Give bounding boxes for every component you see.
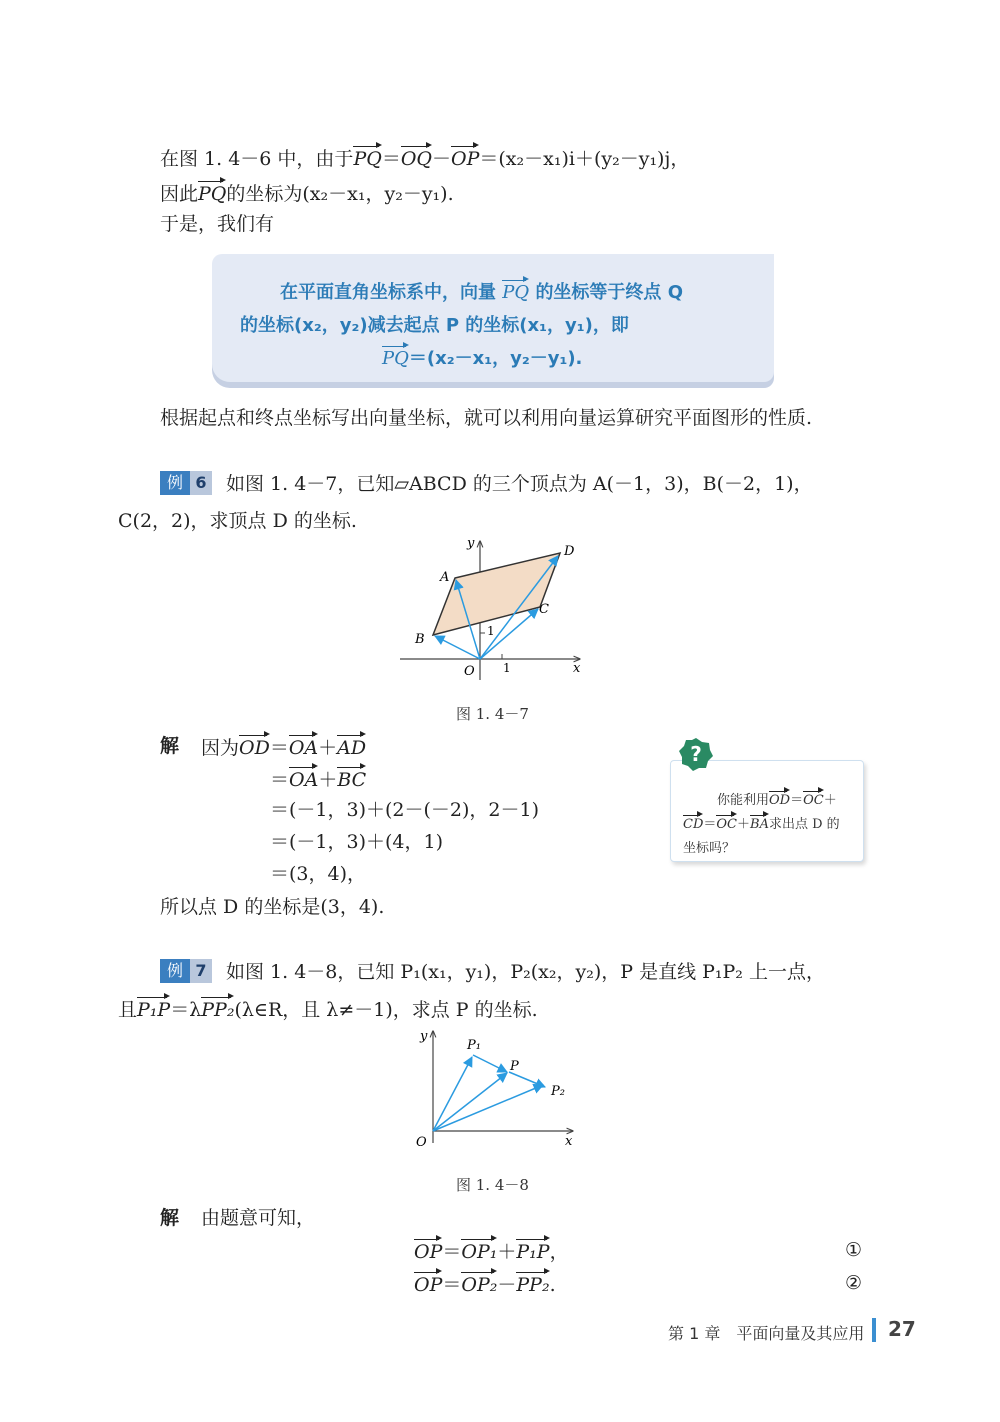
intro-line-3: 于是，我们有 [160,213,275,235]
equation-2: OP＝OP₂－PP₂. [414,1274,556,1296]
solution-7-line-1: 由题意可知， [201,1207,316,1229]
theorem-line-2: 的坐标(x₂，y₂)减去起点 P 的坐标(x₁，y₁)，即 [240,315,629,336]
example-7-tag: 例 7 [160,959,212,983]
figure-1-4-7-caption: 图 1. 4－7 [456,705,529,723]
page-number: 27 [888,1317,916,1341]
sidebox-line-3: 坐标吗？ [683,841,736,856]
figure-1-4-8 [405,1025,585,1155]
example-6-tag: 例 6 [160,471,212,495]
footer-chapter: 第 1 章 平面向量及其应用 [668,1324,865,1343]
parallelogram-abcd [433,553,560,635]
solution-6-label: 解 [160,735,180,757]
label-x: x [565,1134,573,1149]
label-y: y [467,536,475,551]
label-x: x [573,661,581,676]
label-p2: P₂ [551,1084,565,1099]
label-p1: P₁ [467,1038,481,1053]
theorem-box [212,254,774,382]
label-b: B [415,632,425,647]
example-6-line-2: C(2，2)，求顶点 D 的坐标. [118,510,357,532]
figure-1-4-7 [395,535,595,685]
label-o: O [416,1135,427,1150]
vector-op1 [433,1057,472,1131]
think-sidebox [670,760,864,862]
svg-text:?: ? [690,742,702,766]
label-c: C [539,602,549,617]
vector-pq: PQ [198,183,227,205]
vector-oq: OQ [400,148,432,170]
label-d: D [564,544,575,559]
solution-7-label: 解 [160,1207,180,1229]
solution-6-line-3: ＝(－1，3)＋(2－(－2)，2－1) [270,799,540,821]
solution-6-line-4: ＝(－1，3)＋(4，1) [270,831,444,853]
equation-2-number: ② [845,1272,863,1294]
question-icon [678,736,714,772]
label-y: y [420,1029,428,1044]
vector-pq: PQ [353,148,382,170]
vector-op [433,1073,507,1131]
intro-line-2: 因此PQ的坐标为(x₂－x₁，y₂－y₁). [160,183,454,205]
vector-ob [435,636,480,659]
equation-1: OP＝OP₁＋P₁P， [414,1241,569,1263]
solution-6-line-5: ＝(3，4)， [270,863,367,885]
sidebox-line-2: CD＝OC＋BA求出点 D 的 [683,817,840,832]
example-6-line-1: 如图 1. 4－7，已知▱ABCD 的三个顶点为 A(－1，3)，B(－2，1)， [226,473,813,495]
vector-op: OP [451,148,480,170]
equation-1-number: ① [845,1239,863,1261]
theorem-line-1: 在平面直角坐标系中，向量 PQ 的坐标等于终点 Q [280,282,684,303]
footer-bar [872,1318,876,1342]
note-paragraph: 根据起点和终点坐标写出向量坐标，就可以利用向量运算研究平面图形的性质. [160,407,813,429]
solution-6-line-2: ＝OA＋BC [270,769,367,791]
vector-pp2 [509,1072,545,1087]
label-one-x: 1 [503,661,511,675]
label-one-y: 1 [487,624,495,638]
label-o: O [464,664,475,679]
intro-line-1: 在图 1. 4－6 中，由于PQ＝OQ－OP＝(x₂－x₁)i＋(y₂－y₁)j， [160,148,690,170]
label-p: P [510,1059,519,1074]
label-a: A [440,570,450,585]
theorem-line-3: PQ＝(x₂－x₁，y₂－y₁). [382,348,583,369]
solution-6-conclusion: 所以点 D 的坐标是(3，4). [160,896,385,918]
solution-6-line-1: 因为OD＝OA＋AD [201,737,367,759]
example-7-line-2: 且P₁P＝λPP₂(λ∈R，且 λ≠－1)，求点 P 的坐标. [118,999,538,1021]
example-7-line-1: 如图 1. 4－8，已知 P₁(x₁，y₁)，P₂(x₂，y₂)，P 是直线 P₁P₂ 上一点， [226,961,825,983]
vector-p1p [473,1055,507,1072]
sidebox-line-1: 你能利用OD＝OC＋ [717,793,837,808]
figure-1-4-8-caption: 图 1. 4－8 [456,1176,529,1194]
vector-op2 [433,1085,543,1131]
